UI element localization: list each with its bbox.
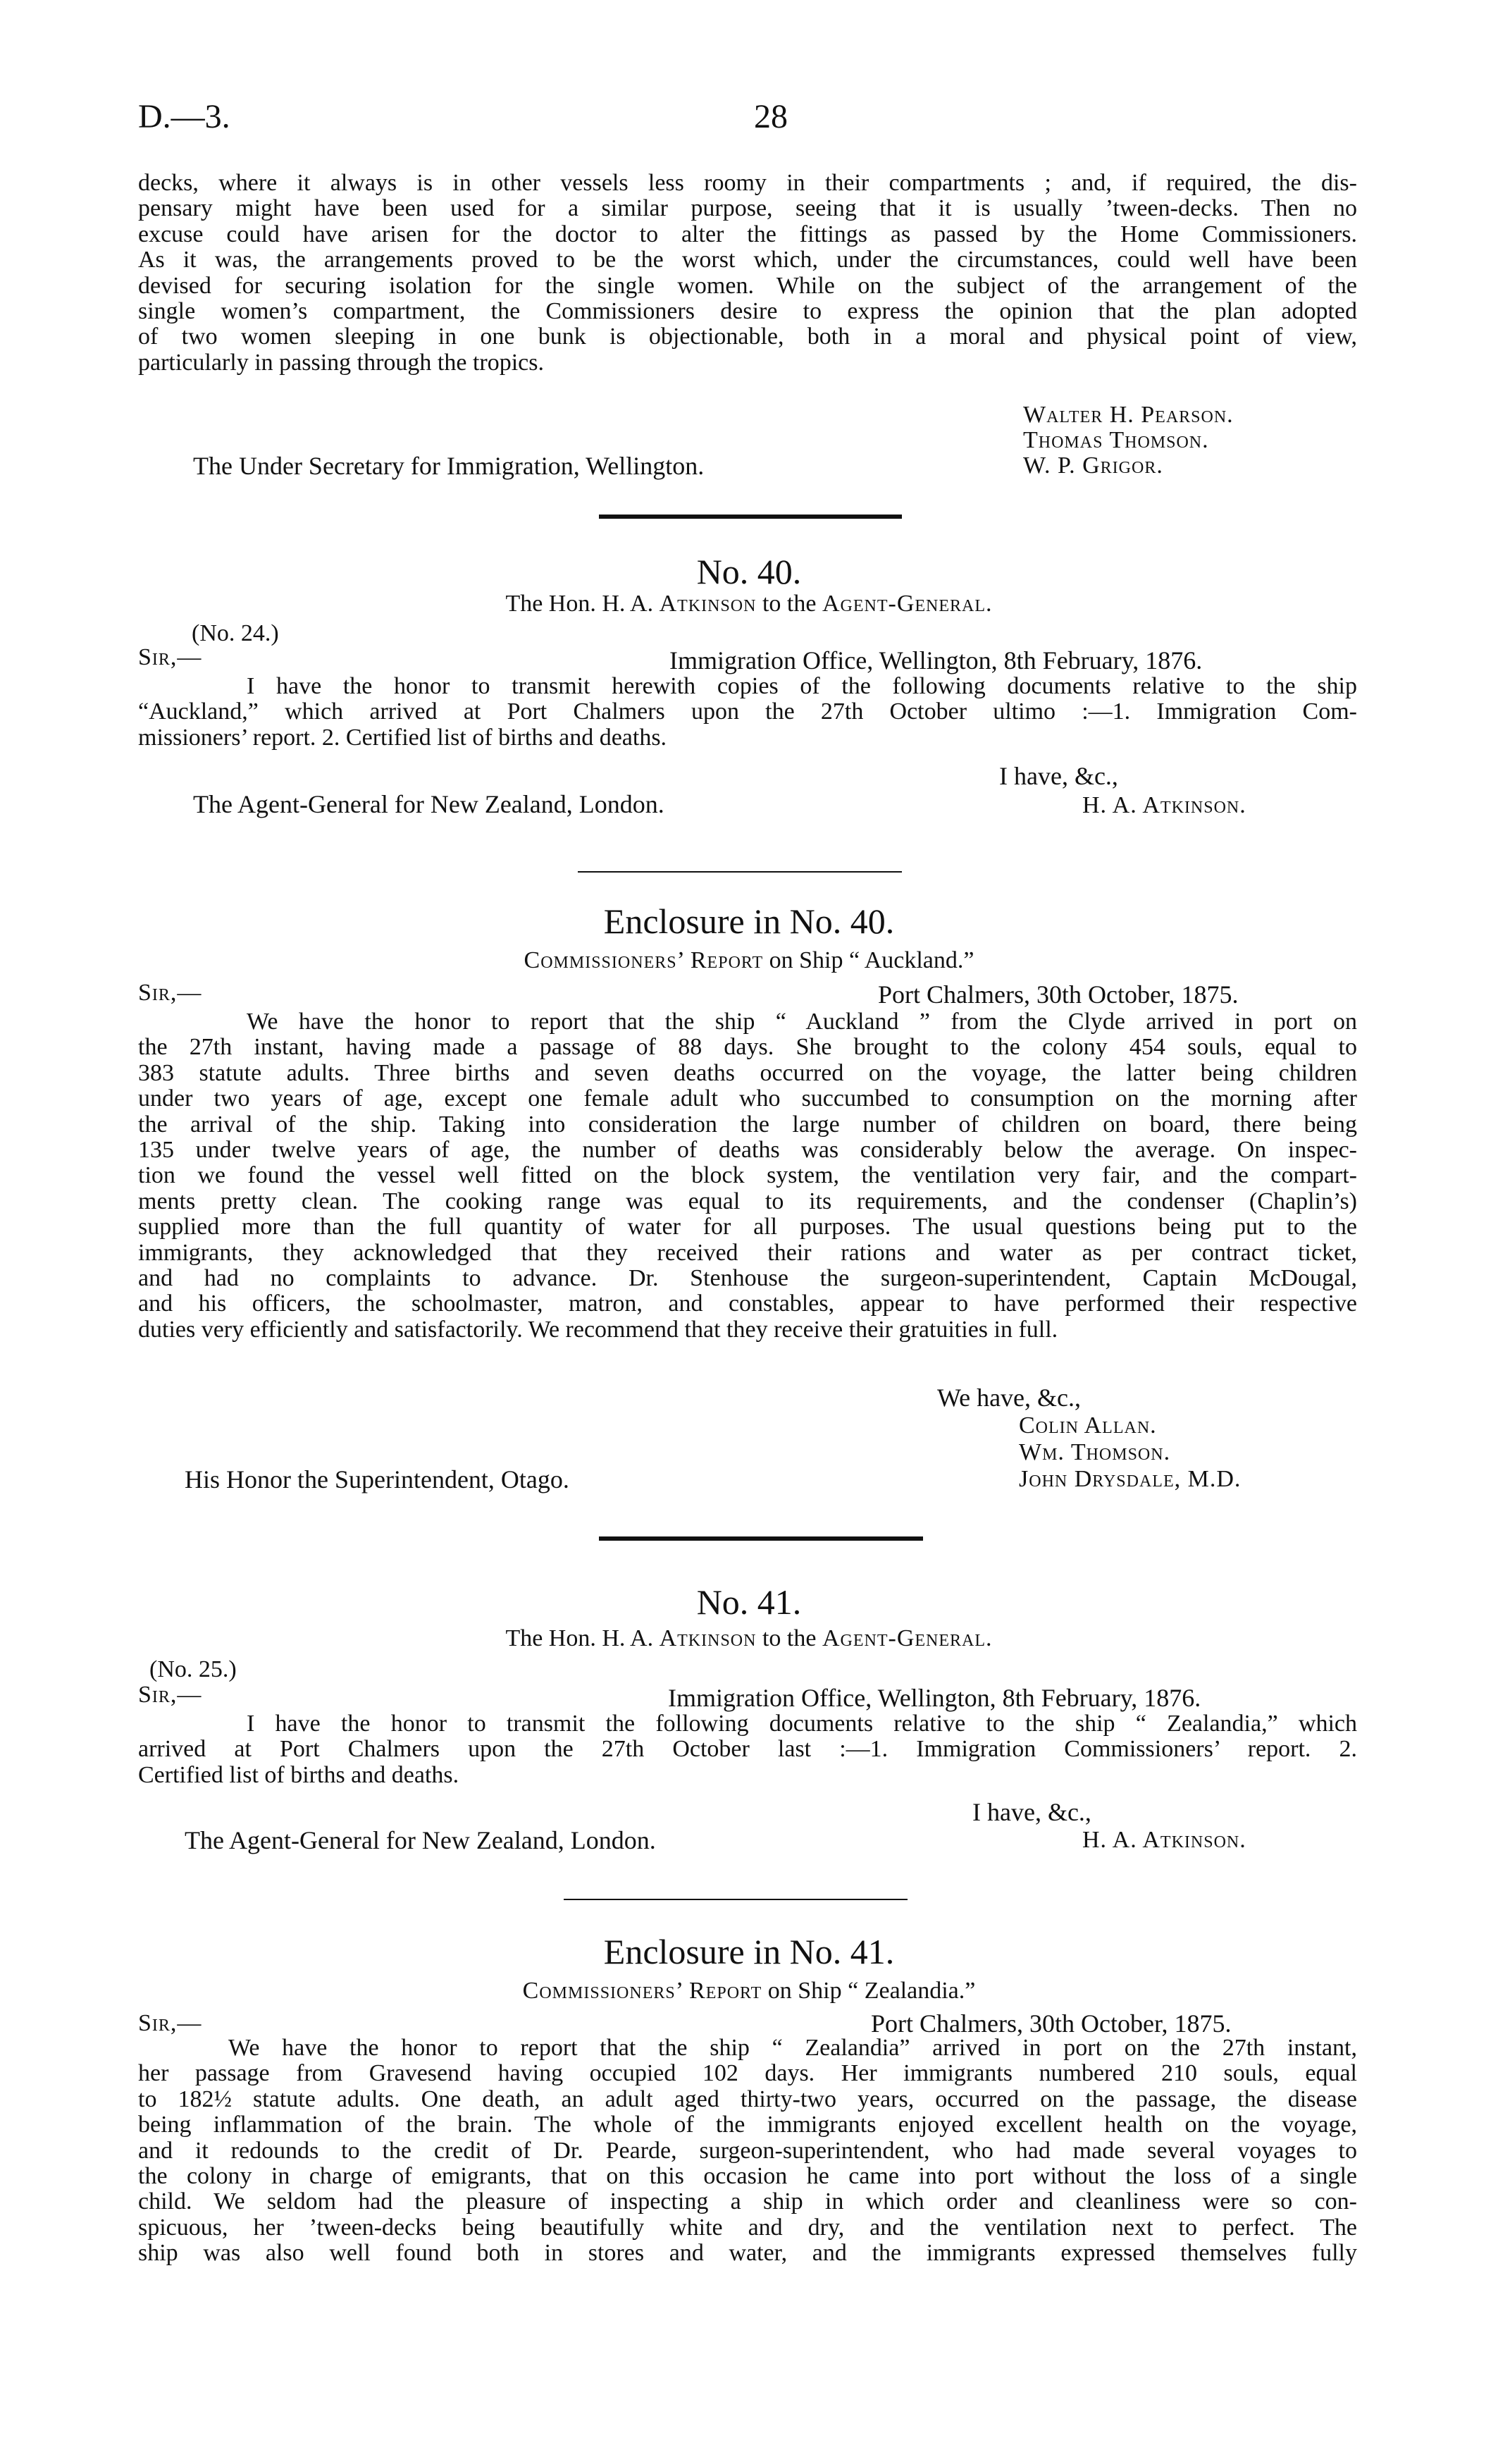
enclosure-41-title: Enclosure in No. 41. bbox=[603, 1932, 895, 1971]
text-line: Certified list of births and deaths. bbox=[138, 1761, 459, 1788]
signatory: W. P. Grigor. bbox=[1023, 452, 1163, 479]
section-divider bbox=[599, 515, 902, 519]
text-line: child. We seldom had the pleasure of inspecting a ship in which order and cleanliness were so con- bbox=[138, 2188, 1357, 2215]
document-reference: D.—3. bbox=[138, 98, 230, 135]
place-date: Port Chalmers, 30th October, 1875. bbox=[871, 2009, 1232, 2038]
salutation: Sir,— bbox=[138, 1682, 202, 1708]
text-line: We have the honor to report that the ship “ Zealandia” arrived in port on the 27th instant, bbox=[228, 2035, 1357, 2061]
text-line: ments pretty clean. The cooking range was equal to its requirements, and the condenser (Chaplin’s) bbox=[138, 1188, 1357, 1214]
salutation: Sir,— bbox=[138, 980, 202, 1006]
letter-40-subtitle bbox=[0, 591, 1498, 617]
signatory: Walter H. Pearson. bbox=[1023, 402, 1234, 428]
text-line: arrived at Port Chalmers upon the 27th October last :—1. Immigration Commissioners’ report. 2. bbox=[138, 1736, 1357, 1763]
enclosure-40-subtitle bbox=[0, 947, 1498, 974]
enclosure-40-body bbox=[138, 1009, 1357, 1343]
subtitle-prefix: The Hon. H. A. bbox=[505, 591, 654, 617]
text-line: “Auckland,” which arrived at Port Chalmers upon the 27th October ultimo :—1. Immigration Com- bbox=[138, 698, 1357, 725]
place-date: Immigration Office, Wellington, 8th February, 1876. bbox=[669, 646, 1203, 674]
letter-40-body bbox=[138, 674, 1357, 751]
addressee: His Honor the Superintendent, Otago. bbox=[185, 1465, 569, 1493]
text-line: We have the honor to report that the ship “ Auckland ” from the Clyde arrived in port on bbox=[247, 1009, 1357, 1035]
subtitle-name: Atkinson bbox=[659, 1625, 757, 1651]
text-line: single women’s compartment, the Commissioners desire to express the opinion that the plan adopted bbox=[138, 297, 1357, 324]
subtitle-recipient: Agent-General. bbox=[822, 1625, 993, 1651]
enclosure-41-body bbox=[138, 2035, 1357, 2267]
text-line: being inflammation of the brain. The whole of the immigrants enjoyed excellent health on the voyage, bbox=[138, 2112, 1357, 2138]
closing: We have, &c., bbox=[937, 1384, 1082, 1412]
place-date: Immigration Office, Wellington, 8th February, 1876. bbox=[668, 1684, 1201, 1712]
letter-40-title: No. 40. bbox=[696, 552, 802, 591]
place-date: Port Chalmers, 30th October, 1875. bbox=[878, 980, 1239, 1009]
page-number: 28 bbox=[754, 98, 788, 135]
text-line: 383 statute adults. Three births and seven deaths occurred on the voyage, the latter being children bbox=[138, 1059, 1357, 1086]
subtitle-recipient: Agent-General. bbox=[822, 591, 993, 617]
subtitle-rest: on Ship “ Zealandia.” bbox=[767, 1978, 976, 2004]
section-divider bbox=[578, 871, 902, 873]
text-line: immigrants, they acknowledged that they received their rations and water as per contract ticket, bbox=[138, 1239, 1357, 1266]
letter-40-ref: (No. 24.) bbox=[192, 620, 279, 646]
letter-41-ref: (No. 25.) bbox=[149, 1656, 237, 1682]
text-line: pensary might have been used for a similar purpose, seeing that it is usually ’tween-decks. Then no bbox=[138, 195, 1357, 222]
section-divider bbox=[599, 1536, 923, 1541]
subtitle-mid: to the bbox=[762, 1625, 817, 1651]
text-line: 135 under twelve years of age, the number of deaths was considerably below the average. On inspec- bbox=[138, 1136, 1357, 1163]
addressee: The Agent-General for New Zealand, London. bbox=[193, 790, 664, 818]
text-line: As it was, the arrangements proved to be the worst which, under the circumstances, could well have been bbox=[138, 247, 1357, 273]
closing: I have, &c., bbox=[999, 762, 1118, 790]
text-line: and it redounds to the credit of Dr. Pearde, surgeon-superintendent, who had made several voyages to bbox=[138, 2137, 1357, 2164]
text-line: to 182½ statute adults. One death, an adult aged thirty-two years, occurred on the passage, the disease bbox=[138, 2086, 1357, 2112]
text-line: her passage from Gravesend having occupied 102 days. Her immigrants numbered 210 souls, equal bbox=[138, 2060, 1357, 2087]
text-line: missioners’ report. 2. Certified list of births and deaths. bbox=[138, 724, 667, 751]
signatory: Wm. Thomson. bbox=[1019, 1439, 1171, 1465]
subtitle-mid: to the bbox=[762, 591, 817, 617]
enclosure-41-subtitle bbox=[0, 1978, 1498, 2004]
letter-41-subtitle bbox=[0, 1625, 1498, 1652]
letter-41-title: No. 41. bbox=[696, 1582, 802, 1622]
subtitle-name: Atkinson bbox=[659, 591, 757, 617]
subtitle-prefix: Commissioners’ Report bbox=[522, 1978, 762, 2004]
text-line: tion we found the vessel well fitted on the block system, the ventilation very fair, and the compart- bbox=[138, 1162, 1357, 1189]
text-line: the arrival of the ship. Taking into consideration the large number of children on board, there being bbox=[138, 1111, 1357, 1138]
text-line: the colony in charge of emigrants, that on this occasion he came into port without the loss of a single bbox=[138, 2162, 1357, 2189]
letter-41-body bbox=[138, 1711, 1357, 1788]
signature: H. A. Atkinson. bbox=[1082, 792, 1246, 818]
addressee: The Agent-General for New Zealand, London. bbox=[185, 1826, 656, 1854]
salutation: Sir,— bbox=[138, 2010, 202, 2036]
text-line: particularly in passing through the tropics. bbox=[138, 349, 544, 376]
text-line: duties very efficiently and satisfactorily. We recommend that they receive their gratuities in full. bbox=[138, 1316, 1058, 1343]
subtitle-rest: on Ship “ Auckland.” bbox=[769, 947, 974, 973]
text-line: spicuous, her ’tween-decks being beautifully white and dry, and the ventilation next to perfect. The bbox=[138, 2214, 1357, 2241]
section-divider bbox=[564, 1899, 908, 1900]
text-line: ship was also well found both in stores and water, and the immigrants expressed themselves fully bbox=[138, 2240, 1357, 2267]
text-line: and his officers, the schoolmaster, matron, and constables, appear to have performed their respective bbox=[138, 1290, 1357, 1317]
signatory: Thomas Thomson. bbox=[1023, 427, 1209, 453]
signature: H. A. Atkinson. bbox=[1082, 1827, 1246, 1853]
text-line: supplied more than the full quantity of water for all purposes. The usual questions being put to the bbox=[138, 1214, 1357, 1240]
text-line: I have the honor to transmit herewith copies of the following documents relative to the ship bbox=[247, 673, 1357, 699]
subtitle-prefix: The Hon. H. A. bbox=[505, 1625, 654, 1651]
closing: I have, &c., bbox=[972, 1798, 1091, 1826]
text-line: the 27th instant, having made a passage of 88 days. She brought to the colony 454 souls, equal to bbox=[138, 1034, 1357, 1061]
text-line: decks, where it always is in other vessels less roomy in their compartments ; and, if required, the dis- bbox=[138, 170, 1357, 196]
text-line: and had no complaints to advance. Dr. Stenhouse the surgeon-superintendent, Captain McDougal, bbox=[138, 1264, 1357, 1291]
signatory: John Drysdale, M.D. bbox=[1019, 1466, 1242, 1492]
text-line: excuse could have arisen for the doctor to alter the fittings as passed by the Home Commissioners. bbox=[138, 221, 1357, 247]
subtitle-prefix: Commissioners’ Report bbox=[524, 947, 764, 973]
text-line: of two women sleeping in one bunk is objectionable, both in a moral and physical point of view, bbox=[138, 324, 1357, 350]
addressee: The Under Secretary for Immigration, Wellington. bbox=[193, 452, 705, 480]
salutation: Sir,— bbox=[138, 644, 202, 670]
text-line: devised for securing isolation for the single women. While on the subject of the arrangement of the bbox=[138, 272, 1357, 299]
text-line: under two years of age, except one female adult who succumbed to consumption on the morning after bbox=[138, 1085, 1357, 1112]
text-line: I have the honor to transmit the following documents relative to the ship “ Zealandia,” which bbox=[247, 1711, 1357, 1737]
signatory: Colin Allan. bbox=[1019, 1412, 1157, 1439]
continuation-paragraph bbox=[138, 171, 1357, 376]
enclosure-40-title: Enclosure in No. 40. bbox=[603, 901, 895, 941]
